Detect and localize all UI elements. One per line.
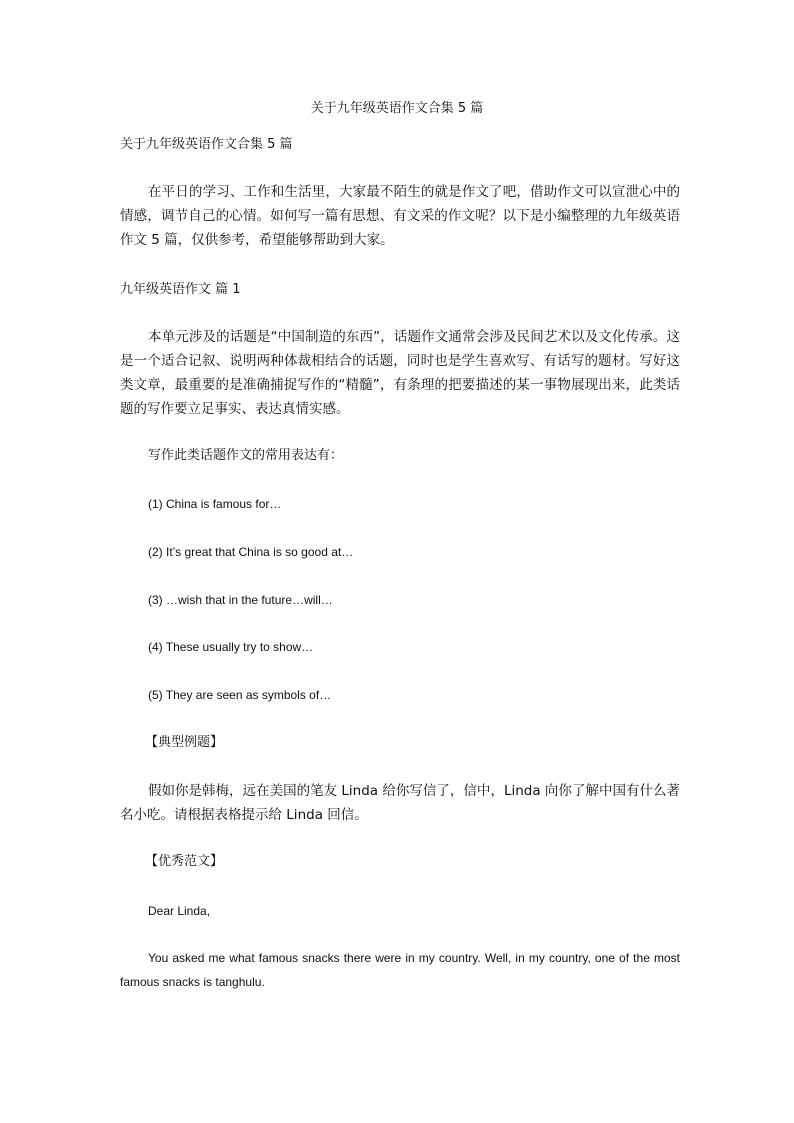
expressions-intro: 写作此类话题作文的常用表达有：: [148, 448, 344, 463]
example-paragraph: 假如你是韩梅，远在美国的笔友 Linda 给你写信了，信中，Linda 向你了解中国有什么著名小吃。请根据表格提示给 Linda 回信。: [120, 783, 680, 823]
section-heading: 九年级英语作文 篇 1: [120, 282, 241, 297]
example-heading: 【典型例题】: [145, 735, 224, 750]
expression-item: (4) These usually try to show…: [148, 640, 314, 654]
expression-item: (3) …wish that in the future…will…: [148, 593, 333, 607]
letter-paragraph: You asked me what famous snacks there were in my country. Well, in my country, one of the most famous snacks is tanghulu.: [120, 951, 680, 989]
expression-item: (5) They are seen as symbols of…: [148, 688, 332, 702]
sample-heading: 【优秀范文】: [145, 854, 224, 869]
document-title: 关于九年级英语作文合集 5 篇: [310, 101, 484, 116]
section-paragraph: 本单元涉及的话题是“中国制造的东西”，话题作文通常会涉及民间艺术以及文化传承。这是一个适合记叙、说明两种体裁相结合的话题，同时也是学生喜欢写、有话写的题材。写好这类文章，最重要的是准确捕捉写作的“精髓”，有条理的把要描述的某一事物展现出来，此类话题的写作要立足事实、表达真情实感。: [120, 329, 680, 417]
expression-item: (1) China is famous for…: [148, 497, 282, 511]
expression-item: (2) It’s great that China is so good at…: [148, 545, 354, 559]
letter-salutation: Dear Linda,: [148, 904, 211, 918]
document-subtitle: 关于九年级英语作文合集 5 篇: [120, 137, 293, 152]
intro-paragraph: 在平日的学习、工作和生活里，大家最不陌生的就是作文了吧，借助作文可以宣泄心中的情感，调节自己的心情。如何写一篇有思想、有文采的作文呢？以下是小编整理的九年级英语作文 5 篇，仅供参考，希望能够帮助到大家。: [120, 184, 680, 248]
